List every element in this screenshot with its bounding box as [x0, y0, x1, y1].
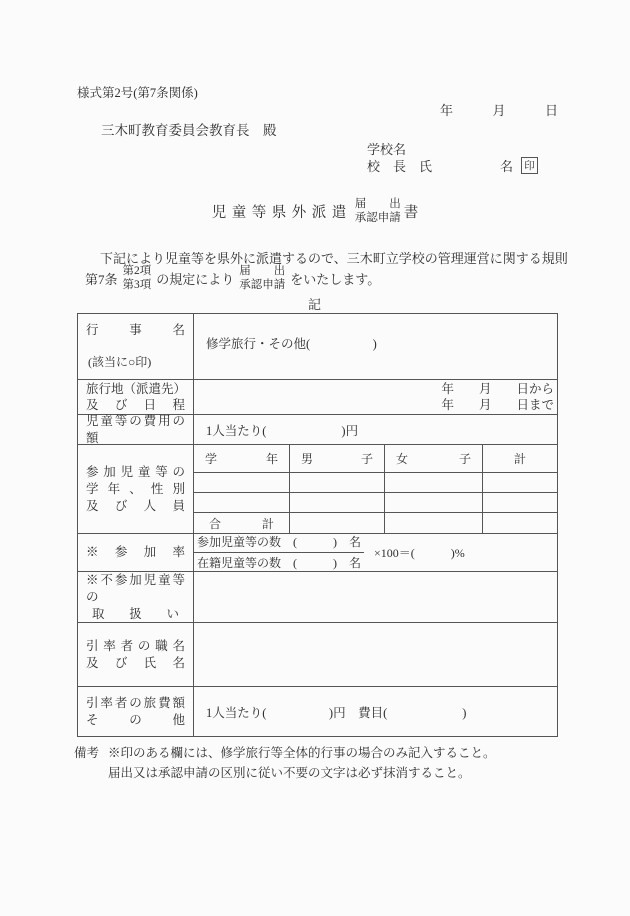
label-schedule: 及び日程 — [86, 398, 185, 412]
record-mark: 記 — [307, 297, 322, 312]
body-stack — [239, 264, 285, 293]
destination-dates-cell — [194, 380, 557, 414]
grade-blank-cell — [194, 492, 289, 512]
form-title-suffix: 書 — [403, 204, 419, 221]
label-chaperones-1: 引率者の職名 — [86, 638, 185, 653]
body-paragraph-line2 — [85, 262, 380, 294]
remarks-line2: 届出又は承認申請の区別に従い不要の文字は必ず抹消すること。 — [108, 766, 471, 780]
addressee: 三木町教育委員会教育長 殿 — [101, 123, 277, 138]
sum-label-cell: 合計 — [194, 512, 289, 533]
body-stack-top: 届 出 — [239, 264, 286, 277]
col-header-boys: 男子 — [289, 445, 384, 472]
row-chaperones-label — [78, 623, 194, 686]
form-title-stack-bottom: 承認申請 — [354, 212, 401, 225]
label-participants-1: 参加児童等の — [86, 464, 185, 479]
boys-blank-cell — [289, 492, 384, 512]
form-title-stack — [355, 197, 401, 226]
label-expenses-2: その他 — [86, 712, 185, 727]
remarks — [74, 743, 496, 783]
label-participation-rate: ※参加率 — [86, 545, 185, 559]
principal-title: 校 長 氏 — [367, 159, 433, 174]
form-title — [0, 197, 630, 226]
row-event-name-label — [78, 314, 194, 379]
label-destination: 旅行地（派遣先） — [86, 382, 187, 396]
body-tail-text: をいたします。 — [290, 271, 381, 287]
chaperones-blank-cell — [194, 623, 557, 686]
clause-stack — [123, 264, 152, 293]
row-destination-dates — [78, 380, 557, 415]
label-non-participants-2: 取扱い — [92, 606, 179, 621]
label-cost: 児童等の費用の額 — [86, 413, 185, 445]
grade-blank-cell — [194, 472, 289, 492]
rate-formula: ×100＝( )% — [374, 546, 465, 560]
row-expenses-label — [78, 687, 194, 736]
label-participants-2: 学年、性別 — [86, 481, 185, 496]
participants-subtable — [194, 445, 557, 533]
form-table — [77, 313, 558, 737]
remarks-lines — [108, 743, 496, 783]
article-number: 第7条 — [85, 271, 118, 287]
cost-value-cell — [194, 415, 557, 444]
rate-numerator: 参加児童等の数 ( ) 名 — [194, 533, 364, 553]
school-name-label: 学校名 — [367, 142, 407, 157]
event-name-value-cell — [194, 314, 557, 379]
cost-per-person-blank: 1人当たり( )円 — [206, 423, 359, 438]
date-to-blanks: 年 月 日まで — [441, 398, 554, 412]
expenses-blanks: 1人当たり( )円 費目( ) — [206, 705, 467, 720]
event-name-options: 修学旅行・その他( ) — [206, 336, 377, 351]
label-circle-hint: (該当に○印) — [88, 355, 152, 369]
label-event-name: 行事名 — [86, 323, 185, 337]
total-blank-cell — [482, 492, 557, 512]
form-number: 様式第2号(第7条関係) — [77, 86, 198, 100]
label-expenses-1: 引率者の旅費額 — [86, 695, 185, 710]
row-cost-label — [78, 415, 194, 444]
boys-blank-cell — [289, 472, 384, 492]
col-header-total: 計 — [482, 445, 557, 472]
body-stack-bottom: 承認申請 — [239, 279, 286, 291]
girls-blank-cell — [384, 472, 482, 492]
remarks-label: 備考 — [74, 746, 100, 760]
form-title-main: 児童等県外派遣 — [211, 204, 352, 221]
clause-stack-bottom: 第3項 — [122, 279, 152, 291]
rate-fraction — [194, 533, 364, 572]
row-non-participants — [78, 572, 557, 623]
sum-total-blank-cell — [482, 512, 557, 533]
row-participation-rate — [78, 534, 557, 572]
body-mid-text: の規定により — [156, 271, 235, 287]
row-rate-label — [78, 534, 194, 571]
row-cost — [78, 415, 557, 445]
sum-girls-blank-cell — [384, 512, 482, 533]
clause-stack-top: 第2項 — [122, 264, 152, 277]
rate-denominator: 在籍児童等の数 ( ) 名 — [197, 556, 361, 570]
date-from-blanks: 年 月 日から — [441, 381, 554, 396]
form-title-stack-top: 届 出 — [354, 198, 401, 210]
principal-name-suffix: 名 — [499, 159, 513, 174]
non-participants-blank-cell — [194, 572, 557, 622]
label-chaperones-2: 及び氏名 — [86, 655, 185, 670]
row-non-participants-label — [78, 572, 194, 622]
sum-boys-blank-cell — [289, 512, 384, 533]
girls-blank-cell — [384, 492, 482, 512]
row-chaperones — [78, 623, 557, 687]
remarks-line1: ※印のある欄には、修学旅行等全体的行事の場合のみ記入すること。 — [108, 746, 496, 760]
date-blanks: 年 月 日 — [440, 103, 558, 118]
principal-line — [367, 156, 538, 175]
body-paragraph-line1: 下記により児童等を県外に派遣するので、三木町立学校の管理運営に関する規則 — [100, 251, 568, 266]
seal-box: 印 — [521, 157, 538, 174]
row-event-name — [78, 314, 557, 380]
label-participants-3: 及び人員 — [86, 498, 185, 513]
col-header-grade: 学年 — [205, 452, 278, 466]
row-chaperone-expenses — [78, 687, 557, 736]
total-blank-cell — [482, 472, 557, 492]
col-header-girls: 女子 — [384, 445, 482, 472]
label-non-participants-1: ※不参加児童等の — [86, 572, 185, 604]
row-participants-label — [78, 445, 194, 533]
expenses-value-cell — [194, 687, 557, 736]
row-destination-label — [78, 380, 194, 414]
row-participants — [78, 445, 557, 534]
rate-formula-cell — [194, 534, 557, 571]
